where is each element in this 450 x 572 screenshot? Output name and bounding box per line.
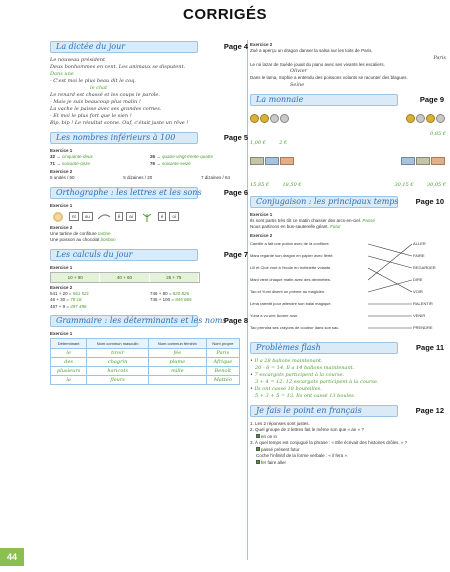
plant-icon — [139, 211, 155, 223]
checkbox-checked[interactable] — [256, 447, 260, 451]
coins-group-2 — [406, 110, 446, 128]
left-column — [50, 40, 250, 389]
section-monnaie: La monnaie Page 9 1,00 € 2 € 0,85 € 15,85 € 18,50 € 30,15 € 30,05 € — [250, 94, 446, 188]
banknote-icon — [416, 157, 430, 165]
section-page: Page 6 — [223, 187, 248, 197]
banknote-icon — [280, 157, 294, 165]
coin-icon — [260, 114, 269, 123]
section-title: Les nombres inférieurs à 100 — [56, 133, 176, 142]
section-title: Je fais le point en français — [256, 405, 362, 415]
lion-icon — [50, 211, 66, 223]
page-title: CORRIGÉS — [182, 6, 267, 23]
notes-group-1 — [250, 152, 295, 170]
section-page: Page 4 — [223, 42, 248, 51]
grammar-table: Déterminant Nom commun masculin Nom commun féminin Nom propre le tiroir fée Paris des chagrin plume Afrique plusieurs haricots mille Benoît la fleurs Mattéo — [50, 338, 240, 385]
coin-icon — [280, 114, 289, 123]
coin-icon — [436, 114, 445, 123]
notes-group-2 — [401, 152, 446, 170]
dictee-text: Le nouveau président Deux bonhommes en cent. Les animaux se disputent. Dans une - C'est moi le plus beau dit le coq. le chat Le renard est chassé et les coups le parole. - Mais je suis beaucoup plus malin ! La vache le paisse avec ses grandes cornes. - Et moi le plus fort que le sien ! Bip, bip ! Le résultat sonne. Ouf, c'était juste un rêve ! — [50, 57, 189, 126]
section-nombres: Les nombres inférieurs à 100 Page 5 Exercice 1 32 → cinquante-deux 26 → quatre-vingt-trente-quatre 71 → soixante-onze 76 → soixante-seize Exercice 2 5 unités / 50 5 dizaines / 20 7 dizaines / 64 — [50, 133, 248, 180]
banknote-icon — [401, 157, 415, 165]
section-title: Orthographe : les lettres et les sons — [56, 187, 202, 197]
section-page: Page 5 — [223, 133, 248, 142]
section-page: Page 10 — [415, 196, 444, 206]
calc-table: 10 + 90 40 + 60 25 + 75 — [50, 272, 200, 283]
coin-icon — [426, 114, 435, 123]
banknote-icon — [250, 157, 264, 165]
coins-group-1 — [250, 110, 290, 128]
section-title: Les calculs du jour — [56, 249, 133, 259]
coin-icon — [406, 114, 415, 123]
section-page: Page 9 — [419, 94, 444, 104]
section-ortho: Orthographe : les lettres et les sons Page 6 Exercice 1 nt ou ê ai é oi Exercice 2 Une tartine de confiture tartine Une poisson au chocolat bonbon — [50, 187, 248, 242]
section-title: Grammaire : les déterminants et les noms — [56, 316, 227, 325]
section-conjugaison: Conjugaison : les principaux temps Page 10 Exercice 1 Ils sont partis très tôt ce matin chasser des arcs-en-ciel. Passé Nous partirons en bus-sauterelle géant. Futur Exercice 2 Camille a fait une potion avec de la confiture. Mara regarde son dragon en papier avec fierté. Lili et Cloé vont à l'école en trottinette volante. Mani vient chaque matin avec des devinettes. Tao et Yumi disent un poème au magicien. Léna ralentit pour attendre son balai magique. Yuna a vu une licorne rose. Tao prendra ses crayons de couleur dans son sac. ALLER FAIRE REGARDER DIRE VOIR RALENTIR VENIR PRENDRE — [250, 195, 446, 337]
page-number-badge: 44 — [0, 548, 24, 566]
coin-icon — [270, 114, 279, 123]
section-problemes: Problèmes flash Page 11 • Il a 28 ballons maintenant. 20 - 6 = 14. Il a 14 ballons maintenant. • 7 escargots participent à la course. 3 + 4 = 12. 12 escargots participent à la course. • Ils ont cassé 18 bouteilles. 5 + 3 + 5 = 13. Ils ont cassé 13 boules. — [250, 342, 444, 399]
right-column — [250, 40, 446, 470]
checkbox-checked[interactable] — [256, 460, 260, 464]
section-ex2-right: Exercice 2 Zoé a aperçu un dragon danser la salsa sur les toits de Paris. Paris Le roi lazar de Suède jouait du piano avec ses vivants les escaliers. Olivier Dans le lama, Sophie a entendu des poissons volants se raconter des blagues. Seine — [250, 42, 446, 88]
section-calculs: Les calculs du jour Page 7 Exercice 1 10 + 90 40 + 60 25 + 75 Exercice 2 541 + 20 = 561 521 746 + 80 = 820 826 48 + 30 = 78 18 745 + 100 = 845 665 487 + 9 = 497 496 — [50, 249, 248, 309]
section-page: Page 11 — [416, 342, 444, 352]
checkbox-checked[interactable] — [256, 434, 260, 438]
section-title: La monnaie — [256, 94, 304, 104]
section-title: Problèmes flash — [256, 342, 321, 352]
section-page: Page 7 — [223, 249, 248, 259]
bird-icon — [96, 211, 112, 223]
section-point: Je fais le point en français Page 12 1. Les 2 réponses sont justes. 2. Quel groupe de 2 lettres fait le même son que « an » ? en on in 3. À quel temps est conjugué la phrase : « Elle écrivait des histoires drôles. » ? passé présent futur Coche l'infinitif de la forme verbale : « il fera ». fer faire aller — [250, 405, 444, 465]
coin-icon — [250, 114, 259, 123]
section-dictee — [50, 40, 250, 127]
banknote-icon — [431, 157, 445, 165]
section-page: Page 8 — [223, 316, 248, 325]
section-title: Conjugaison : les principaux temps — [256, 196, 399, 206]
matching-lines — [368, 241, 412, 337]
section-title: La dictée du jour — [56, 42, 126, 51]
matching-exercise: Camille a fait une potion avec de la confiture. Mara regarde son dragon en papier avec fierté. Lili et Cloé vont à l'école en trottinette volante. Mani vient chaque matin avec des devinettes. Tao et Yumi disent un poème au magicien. Léna ralentit pour attendre son balai magique. Yuna a vu une licorne rose. Tao prendra ses crayons de couleur dans son sac. ALLER FAIRE REGARDER DIRE VOIR RALENTIR VENIR PRENDRE — [250, 241, 446, 337]
coin-icon — [416, 114, 425, 123]
banknote-icon — [265, 157, 279, 165]
section-grammaire: Grammaire : les déterminants et les noms Page 8 Exercice 1 Déterminant Nom commun masculin Nom commun féminin Nom propre le tiroir fée Paris des chagrin plume Afrique plusieurs haricots mille Benoît la fleurs Mattéo — [50, 316, 248, 383]
section-page: Page 12 — [415, 405, 444, 415]
